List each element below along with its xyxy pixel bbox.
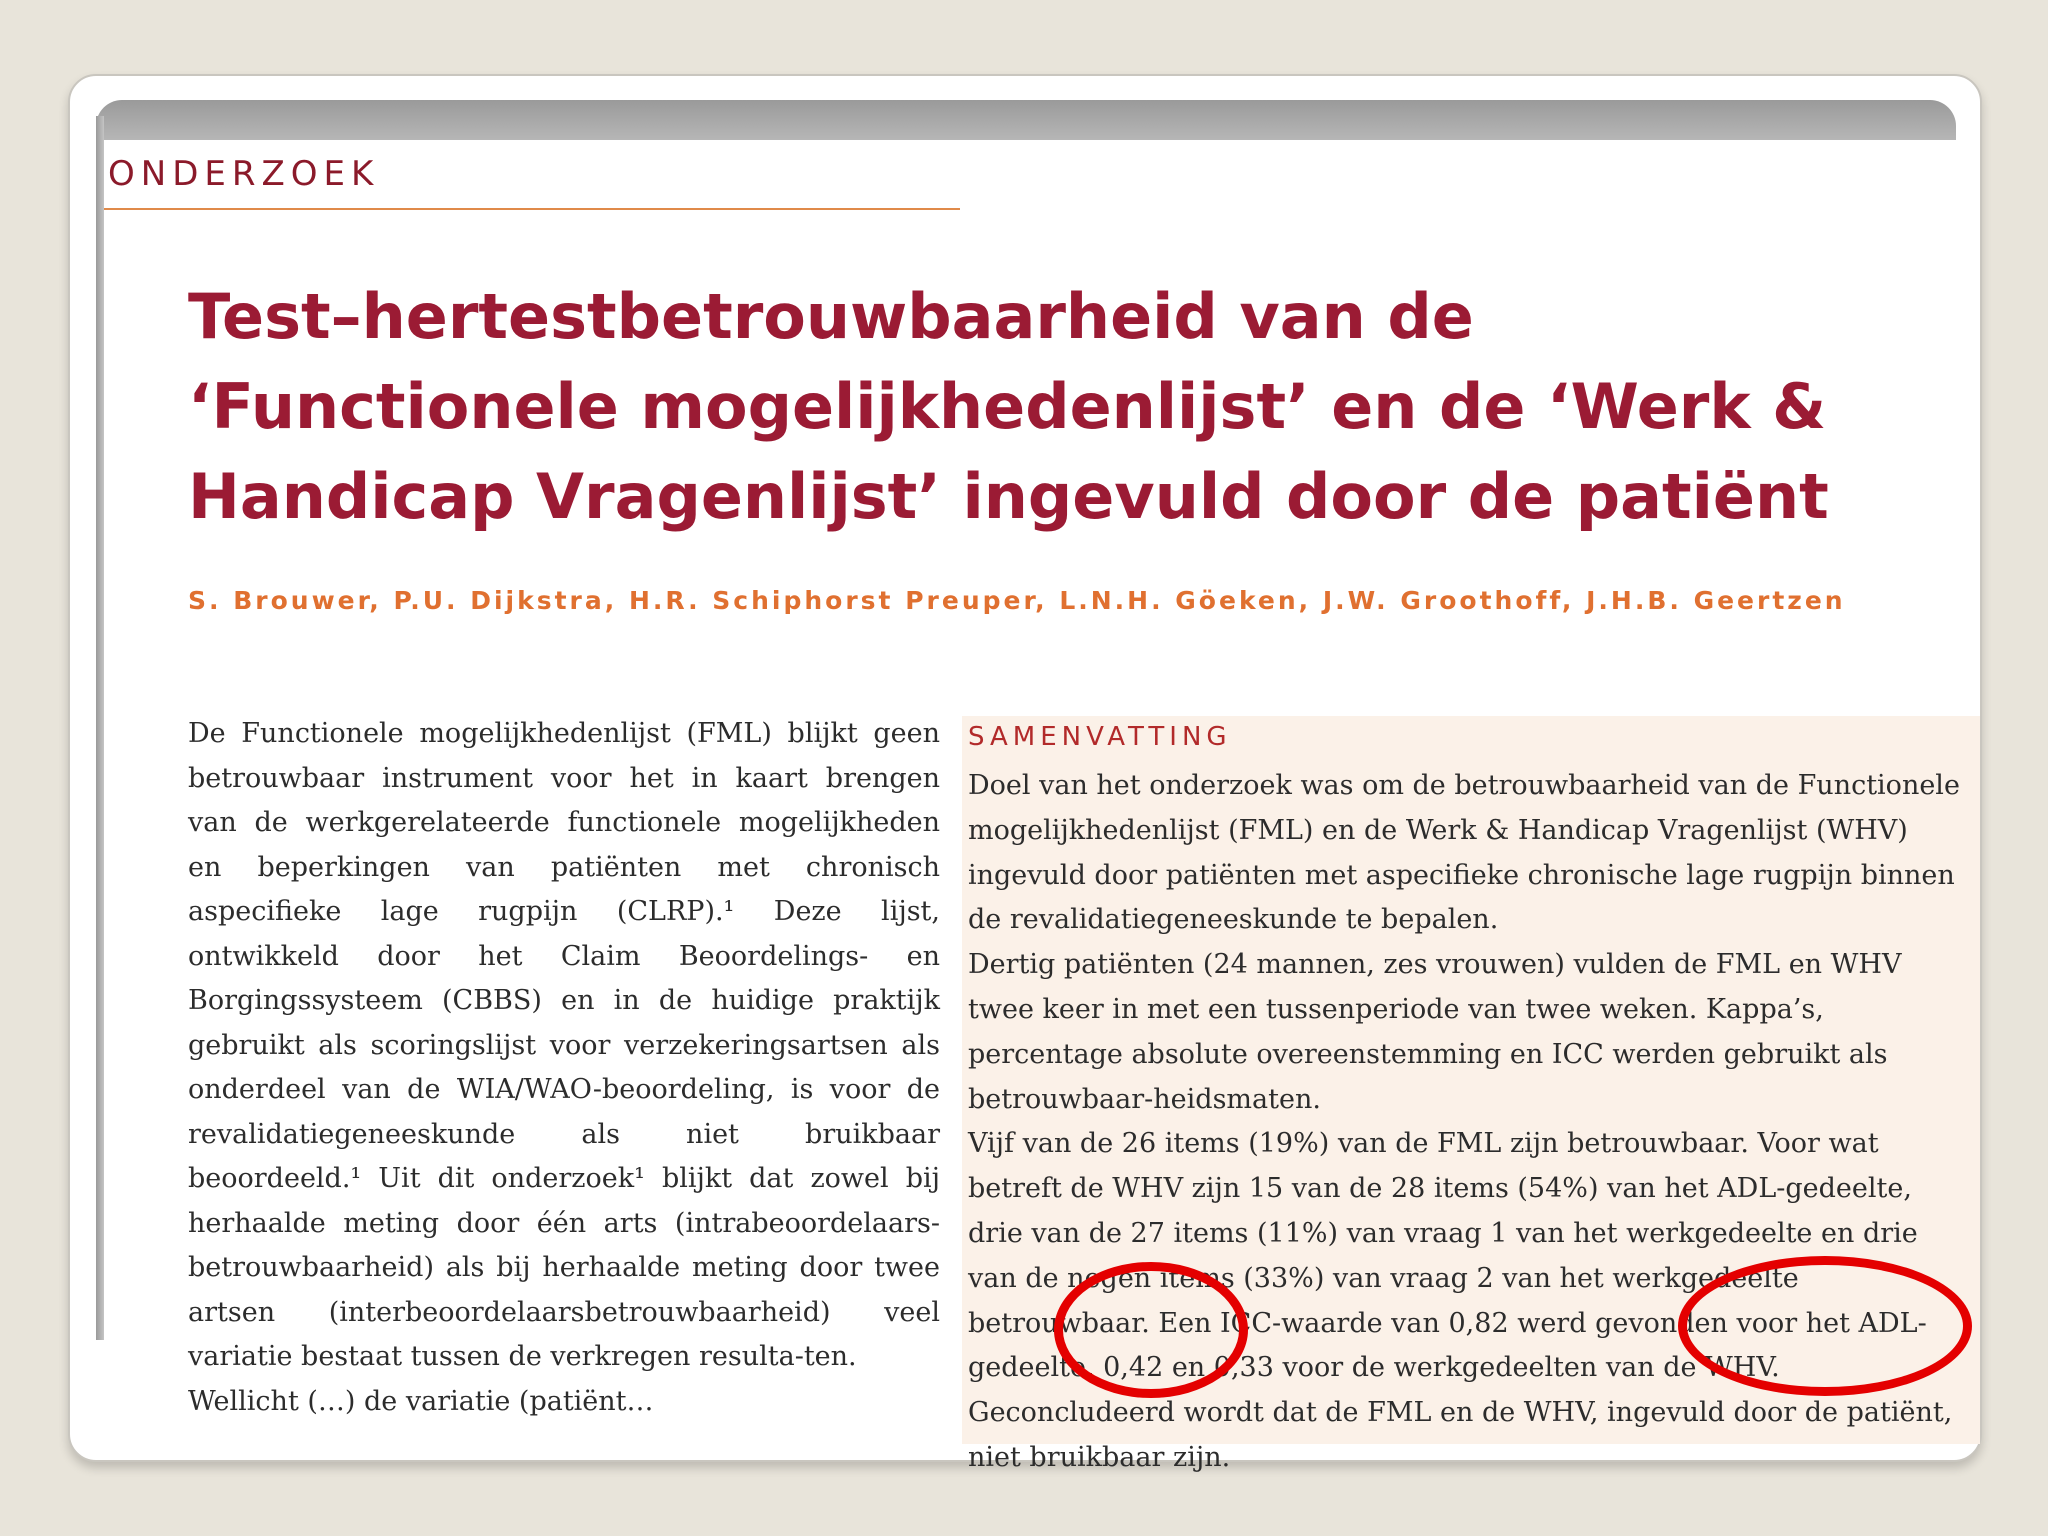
article-title: Test–hertestbetrouwbaarheid van de ‘Functionele mogelijkhedenlijst’ en de ‘Werk & Handicap Vragenlijst’ ingevuld door de patiënt	[188, 280, 1829, 533]
abstract-paragraph-aim: Doel van het onderzoek was om de betrouwbaarheid van de Functionele mogelijkhedenlijst (FML) en de Werk & Handicap Vragenlijst (WHV) ingevuld door patiënten met aspecifieke chronische lage rugpijn binnen de revalidatiegeneeskunde te bepalen.	[968, 770, 1960, 936]
section-rule	[104, 208, 960, 210]
body-text-cut-line: Wellicht (…) de variatie (patiënt…	[188, 1385, 654, 1417]
body-text: De Functionele mogelijkhedenlijst (FML) blijkt geen betrouwbaar instrument voor het in kaart brengen van de werkgerelateerde functionele mogelijkheden en beperkingen van patiënten met chronisch aspecifieke lage rugpijn (CLRP).¹ Deze lijst, ontwikkeld door het Claim Beoordelings- en Borgingssysteem (CBBS) en in de huidige praktijk gebruikt als scoringslijst voor verzekeringsartsen als onderdeel van de WIA/WAO-beoordeling, is voor de revalidatiegeneeskunde als niet bruikbaar beoordeeld.¹ Uit dit onderzoek¹ blijkt dat zowel bij herhaalde meting door één arts (intrabeoordelaars-betrouwbaarheid) als bij herhaalde meting door twee artsen (interbeoordelaarsbetrouwbaarheid) veel variatie bestaat tussen de verkregen resulta-ten.	[188, 718, 940, 1372]
slide-left-bar	[96, 116, 104, 1340]
body-column	[188, 712, 940, 1417]
abstract-body	[968, 764, 1970, 1481]
slide-top-bar	[96, 100, 1956, 140]
section-label: ONDERZOEK	[108, 154, 380, 194]
abstract-paragraph-method: Dertig patiënten (24 mannen, zes vrouwen) vulden de FML en WHV twee keer in met een tussenperiode van twee weken. Kappa’s, percentage absolute overeenstemming en ICC werden gebruikt als betrouwbaar-heidsmaten.	[968, 949, 1902, 1115]
author-list: S. Brouwer, P.U. Dijkstra, H.R. Schiphorst Preuper, L.N.H. Göeken, J.W. Groothoff, J.H.B. Geertzen	[188, 586, 1846, 615]
abstract-paragraph-results: Vijf van de 26 items (19%) van de FML zijn betrouwbaar. Voor wat betreft de WHV zijn 15 van de 28 items (54%) van het ADL-gedeelte, drie van de 27 items (11%) van vraag 1 van het werkgedeelte en drie van de negen items (33%) van vraag 2 van het werkgedeelte betrouwbaar. Een ICC-waarde van 0,82 werd gevonden voor het ADL-gedeelte, 0,42 en 0,33 voor de werkgedeelten van de WHV. Geconcludeerd wordt dat de FML en de WHV, ingevuld door de patiënt, niet bruikbaar zijn.	[968, 1128, 1953, 1473]
abstract-heading: SAMENVATTING	[968, 722, 1232, 752]
slide	[68, 74, 1982, 1473]
